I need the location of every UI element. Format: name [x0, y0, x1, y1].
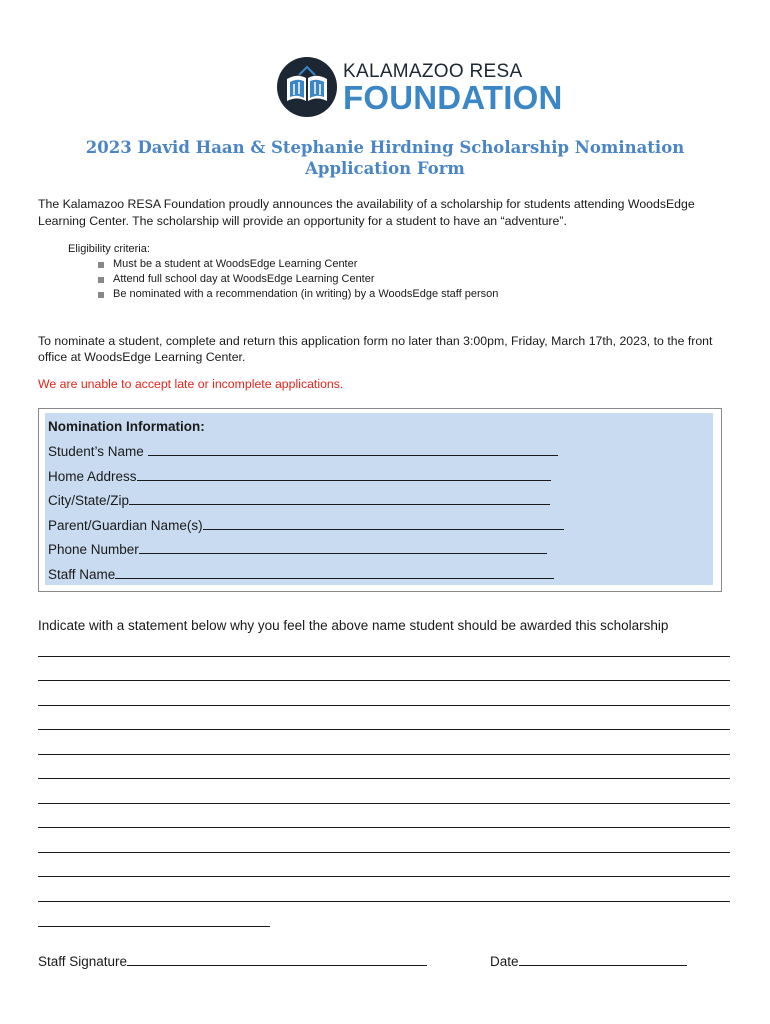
- foundation-logo: [277, 55, 563, 119]
- form-title: [0, 137, 770, 179]
- statement-line[interactable]: [38, 754, 730, 755]
- field-label: Student’s Name: [48, 444, 148, 459]
- nomination-heading: Nomination Information:: [48, 419, 205, 434]
- staff-name-field[interactable]: [48, 566, 554, 582]
- field-label: City/State/Zip: [48, 493, 130, 508]
- date-field[interactable]: [490, 953, 687, 969]
- form-title-line2: Application Form: [305, 159, 465, 178]
- field-label: Parent/Guardian Name(s): [48, 518, 203, 533]
- deadline-paragraph: To nominate a student, complete and return this application form no later than 3:00pm, Friday, March 17th, 2023, to the front office at WoodsEdge Learning Center.: [38, 334, 713, 364]
- fill-line[interactable]: [519, 953, 687, 966]
- city-state-zip-field[interactable]: [48, 492, 550, 508]
- statement-line[interactable]: [38, 852, 730, 853]
- field-label: Phone Number: [48, 542, 139, 557]
- eligibility-section: [68, 242, 498, 302]
- field-label: Home Address: [48, 469, 137, 484]
- student-name-field[interactable]: [48, 443, 558, 459]
- eligibility-item: Must be a student at WoodsEdge Learning Center: [98, 257, 498, 272]
- statement-line[interactable]: [38, 827, 730, 828]
- eligibility-heading: Eligibility criteria:: [68, 243, 150, 255]
- statement-line[interactable]: [38, 803, 730, 804]
- fill-line[interactable]: [129, 492, 550, 505]
- logo-text-top: KALAMAZOO RESA: [343, 61, 523, 82]
- fill-line[interactable]: [137, 468, 551, 481]
- late-application-warning: We are unable to accept late or incomplete applications.: [38, 377, 344, 391]
- eligibility-list: [68, 257, 498, 302]
- nomination-info-box: [38, 408, 722, 592]
- date-label: Date: [490, 954, 519, 969]
- eligibility-item: Be nominated with a recommendation (in writing) by a WoodsEdge staff person: [98, 287, 498, 302]
- intro-paragraph: The Kalamazoo RESA Foundation proudly announces the availability of a scholarship for students attending WoodsEdge Learning Center. The scholarship will provide an opportunity for a student to have an “adventure”.: [38, 197, 695, 228]
- statement-line[interactable]: [38, 778, 730, 779]
- fill-line[interactable]: [148, 443, 558, 456]
- fill-line[interactable]: [203, 517, 564, 530]
- fill-line[interactable]: [127, 953, 427, 966]
- book-icon: [277, 57, 337, 117]
- statement-line[interactable]: [38, 680, 730, 681]
- field-label: Staff Name: [48, 567, 116, 582]
- statement-line[interactable]: [38, 926, 270, 927]
- phone-number-field[interactable]: [48, 541, 547, 557]
- statement-prompt: Indicate with a statement below why you feel the above name student should be awarded this scholarship: [38, 618, 669, 633]
- staff-signature-field[interactable]: [38, 953, 427, 969]
- statement-line[interactable]: [38, 876, 730, 877]
- statement-line[interactable]: [38, 901, 730, 902]
- fill-line[interactable]: [115, 566, 554, 579]
- statement-line[interactable]: [38, 656, 730, 657]
- statement-line[interactable]: [38, 729, 730, 730]
- home-address-field[interactable]: [48, 468, 551, 484]
- fill-line[interactable]: [139, 541, 547, 554]
- form-title-line1: 2023 David Haan & Stephanie Hirdning Scholarship Nomination: [85, 138, 685, 157]
- logo-text-bottom: FOUNDATION: [343, 79, 563, 116]
- eligibility-item: Attend full school day at WoodsEdge Learning Center: [98, 272, 498, 287]
- parent-guardian-field[interactable]: [48, 517, 564, 533]
- statement-line[interactable]: [38, 705, 730, 706]
- nomination-info-panel: [45, 413, 713, 585]
- staff-signature-label: Staff Signature: [38, 954, 128, 969]
